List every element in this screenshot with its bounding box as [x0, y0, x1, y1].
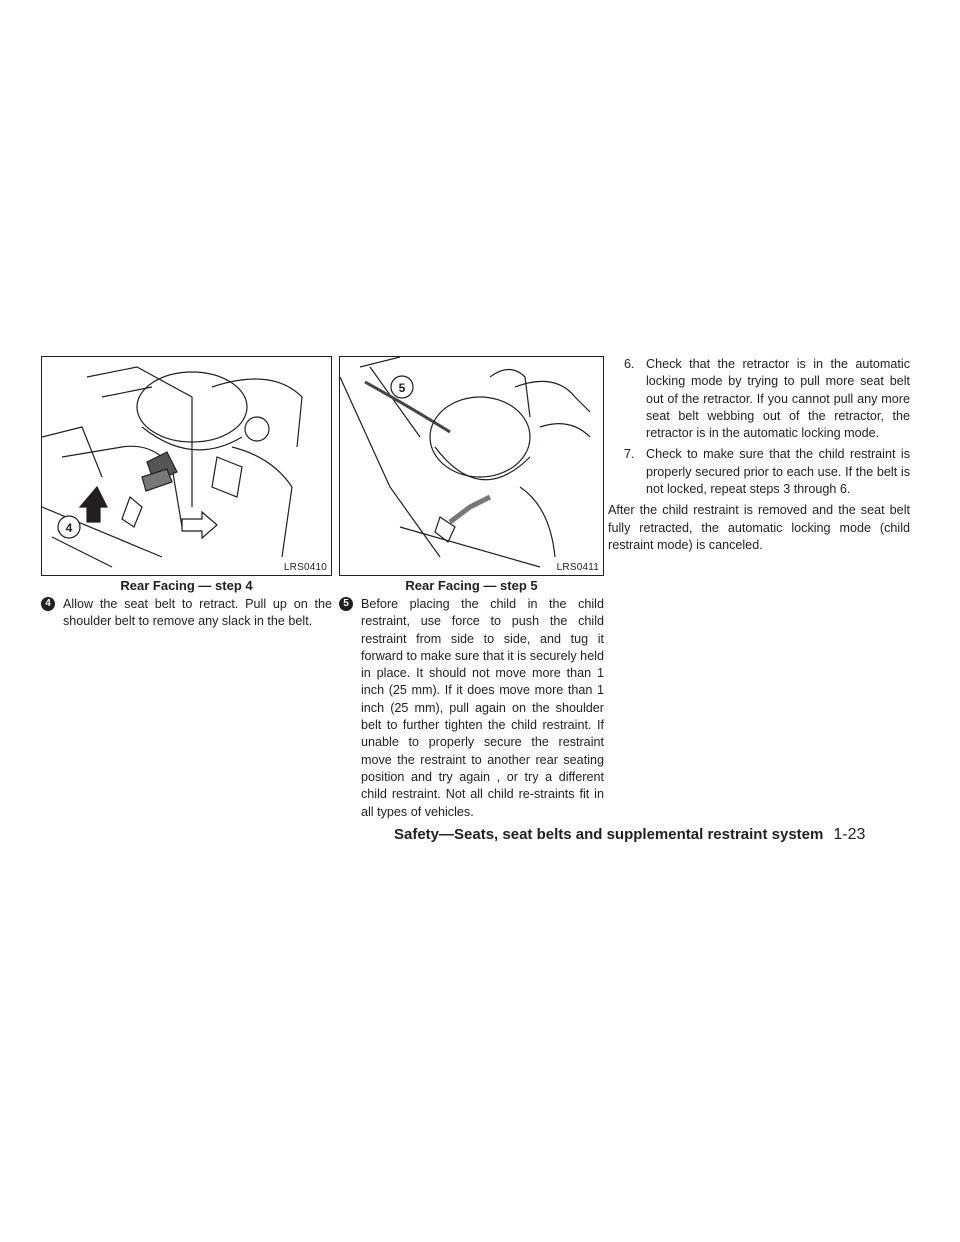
figure-code: LRS0410	[283, 562, 327, 573]
illustration-step-4	[42, 357, 332, 576]
step-text: Check to make sure that the child restraint is properly secured prior to each use. If the belt is not locked, repeat steps 3 through 6.	[646, 447, 910, 497]
page-footer	[394, 826, 906, 844]
step-badge: 5	[339, 597, 353, 611]
column-middle	[339, 356, 604, 821]
figure-caption: Rear Facing — step 5	[405, 578, 538, 593]
closing-paragraph: After the child restraint is removed and the seat belt fully retracted, the automatic locking mode (child restraint mode) is canceled.	[608, 503, 910, 552]
figure-code: LRS0411	[556, 562, 599, 573]
step-number: 7.	[624, 447, 635, 462]
step-badge: 4	[41, 597, 55, 611]
numbered-step-7	[608, 446, 910, 498]
column-left	[41, 356, 332, 631]
page-number: 1-23	[833, 826, 866, 843]
illustration-step-5	[340, 357, 604, 576]
step-5	[339, 596, 604, 821]
step-number: 6.	[624, 357, 635, 371]
step-text: Check that the retractor is in the automatic locking mode by trying to pull more seat belt out of the retractor. If you cannot pull any more seat belt webbing out of the retractor, the retractor is in the automatic locking mode.	[646, 357, 910, 441]
column-right	[608, 356, 910, 554]
figure-rear-facing-step-4	[41, 356, 332, 576]
figure-callout: 5	[398, 381, 406, 395]
figure-rear-facing-step-5	[339, 356, 604, 576]
numbered-step-6	[608, 356, 910, 442]
step-text: Before placing the child in the child restraint, use force to push the child restraint from side to side, and tug it forward to make sure that it is securely held in place. It should not move more than 1 inch (25 mm). If it does move more than 1 inch (25 mm), pull again on the shoulder belt to further tighten the child restraint. If unable to properly secure the restraint move the restraint to another rear seating position and try again , or try a different child restraint. Not all child re-straints fit in all types of vehicles.	[361, 597, 604, 819]
figure-callout: 4	[65, 521, 73, 535]
section-title: Safety—Seats, seat belts and supplemental restraint system	[394, 826, 824, 843]
step-4	[41, 596, 332, 631]
step-text: Allow the seat belt to retract. Pull up on the shoulder belt to remove any slack in the belt.	[63, 597, 332, 629]
figure-caption: Rear Facing — step 4	[120, 578, 253, 593]
